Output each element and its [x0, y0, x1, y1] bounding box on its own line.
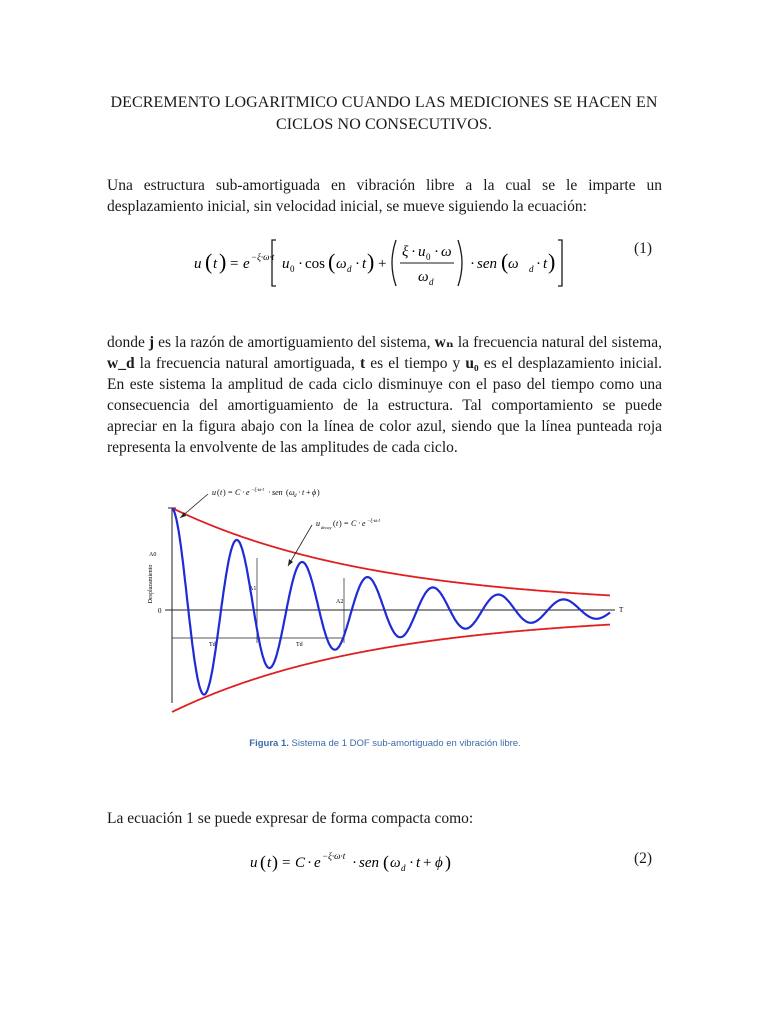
symbol-u0: u₀ [465, 355, 479, 372]
caption-label: Figura 1. [249, 738, 289, 749]
svg-text:ϕ: ϕ [435, 855, 443, 871]
svg-text:ω: ω [390, 855, 401, 871]
svg-text:−ξ·ω·t: −ξ·ω·t [367, 519, 380, 524]
svg-text:·: · [298, 488, 301, 497]
svg-text:sen: sen [272, 488, 283, 497]
svg-text:(: ( [328, 249, 336, 274]
svg-text:(: ( [501, 249, 509, 274]
svg-text:): ) [445, 852, 451, 872]
svg-text:d: d [529, 264, 534, 274]
svg-text:(: ( [286, 488, 289, 497]
symbol-wd: w_d [107, 355, 135, 372]
svg-text:·: · [298, 256, 303, 272]
equation-1-tail [530, 232, 570, 292]
svg-text:u: u [418, 244, 426, 260]
svg-text:sen: sen [477, 256, 497, 272]
svg-text:t: t [336, 519, 339, 528]
svg-text:=: = [344, 519, 349, 528]
td2-label: Td [296, 642, 303, 648]
text-run: es la razón de amortiguamiento del sistema, [154, 334, 435, 351]
svg-text:): ) [223, 488, 226, 497]
svg-text:e: e [246, 488, 250, 497]
svg-text:·: · [355, 256, 360, 272]
figure-caption [150, 738, 620, 749]
svg-text:t: t [213, 256, 218, 272]
svg-text:decay: decay [321, 525, 332, 530]
svg-text:): ) [339, 519, 342, 528]
symbol-wn: wₙ [434, 334, 454, 351]
svg-text:ω: ω [508, 256, 519, 272]
svg-text:ω: ω [289, 488, 295, 497]
svg-text:C: C [235, 488, 241, 497]
text-run: la frecuencia natural del sistema, [453, 334, 662, 351]
equation-1 [190, 232, 530, 292]
svg-text:·: · [268, 488, 271, 497]
svg-text:·: · [470, 256, 475, 272]
a2-label: A2 [336, 599, 344, 605]
svg-text:e: e [243, 256, 250, 272]
svg-text:·: · [411, 244, 416, 260]
svg-text:ω: ω [441, 244, 452, 260]
caption-text: Sistema de 1 DOF sub-amortiguado en vibración libre. [288, 738, 521, 749]
compact-form-paragraph: La ecuación 1 se puede expresar de forma compacta como: [107, 810, 474, 827]
svg-text:+: + [423, 855, 432, 871]
symbol-j: j [148, 334, 155, 351]
svg-text:d: d [347, 264, 352, 274]
svg-text:u: u [282, 256, 290, 272]
svg-text:=: = [230, 256, 239, 272]
svg-text:·: · [352, 855, 357, 871]
svg-text:): ) [548, 249, 556, 274]
document-title [100, 92, 668, 136]
svg-text:d: d [401, 863, 406, 873]
description-paragraph [107, 332, 662, 458]
svg-text:): ) [219, 249, 227, 274]
svg-text:d: d [429, 277, 434, 287]
intro-paragraph: Una estructura sub-amortiguada en vibración libre a la cual se le imparte un desplazamiento inicial, sin velocidad inicial, se mueve siguiendo la ecuación: [107, 177, 662, 215]
svg-text:t: t [267, 855, 272, 871]
svg-text:): ) [272, 852, 278, 872]
svg-text:C: C [351, 519, 357, 528]
svg-text:cos: cos [305, 256, 325, 272]
svg-text:): ) [367, 249, 375, 274]
svg-text:u: u [212, 488, 216, 497]
zero-label: 0 [158, 607, 162, 615]
text-run: donde [107, 334, 149, 351]
svg-text:·: · [434, 244, 439, 260]
y-axis-label: Desplazamiento [148, 564, 154, 604]
svg-text:(: ( [383, 852, 389, 872]
svg-text:C: C [295, 855, 306, 871]
equation-1-number: (1) [634, 240, 653, 257]
svg-text:0: 0 [426, 252, 431, 262]
svg-text:·: · [409, 855, 414, 871]
svg-text:+: + [306, 488, 311, 497]
symbol-t: t [359, 355, 366, 372]
damped-vibration-figure [140, 478, 630, 724]
svg-text:t: t [302, 488, 305, 497]
svg-text:=: = [282, 855, 291, 871]
svg-text:−ξ·ω·t: −ξ·ω·t [251, 252, 275, 262]
svg-text:t: t [362, 256, 367, 272]
svg-text:ω: ω [418, 269, 429, 285]
svg-text:·: · [358, 519, 361, 528]
svg-text:e: e [362, 519, 366, 528]
svg-text:e: e [314, 855, 321, 871]
svg-text:−ξ·ω·t: −ξ·ω·t [251, 488, 264, 493]
svg-text:ξ: ξ [402, 244, 409, 260]
a1-label: A1 [249, 586, 257, 592]
svg-text:t: t [416, 855, 421, 871]
svg-text:(: ( [217, 488, 220, 497]
svg-text:(: ( [260, 852, 266, 872]
svg-text:+: + [378, 256, 387, 272]
svg-text:·: · [307, 855, 312, 871]
svg-text:ϕ: ϕ [312, 488, 317, 497]
equation-2 [248, 845, 458, 879]
title-line-1: DECREMENTO LOGARITMICO CUANDO LAS MEDICIONES SE HACEN EN [110, 94, 658, 111]
title-line-2: CICLOS NO CONSECUTIVOS. [275, 116, 493, 133]
svg-text:(: ( [333, 519, 336, 528]
svg-text:u: u [316, 519, 320, 528]
text-run: la frecuencia natural amortiguada, [134, 355, 360, 372]
svg-text:−ξ·ω·t: −ξ·ω·t [322, 851, 346, 861]
svg-text:): ) [317, 488, 320, 497]
svg-text:sen: sen [359, 855, 379, 871]
svg-text:u: u [250, 855, 258, 871]
text-run: es el desplazamiento inicial. En este sistema la amplitud de cada ciclo disminuye con el paso del tiempo como una consecuencia del amortiguamiento de la estructura. Tal comportamiento se puede apreciar en la figura abajo con la línea de color azul, siendo que la línea punteada roja representa la envolvente de las amplitudes de cada ciclo. [107, 355, 662, 456]
text-run: es el tiempo y [365, 355, 466, 372]
svg-text:·: · [242, 488, 245, 497]
svg-text:t: t [220, 488, 223, 497]
svg-text:d: d [294, 494, 297, 499]
svg-text:0: 0 [290, 264, 295, 274]
td1-label: Td [209, 642, 216, 648]
a0-label: A0 [149, 552, 157, 558]
t-axis-label: T [619, 606, 624, 614]
svg-text:=: = [228, 488, 233, 497]
svg-text:ω: ω [336, 256, 347, 272]
svg-text:·: · [536, 256, 541, 272]
svg-text:u: u [194, 256, 202, 272]
equation-2-number: (2) [634, 850, 653, 867]
svg-text:t: t [543, 256, 548, 272]
svg-text:(: ( [205, 249, 213, 274]
